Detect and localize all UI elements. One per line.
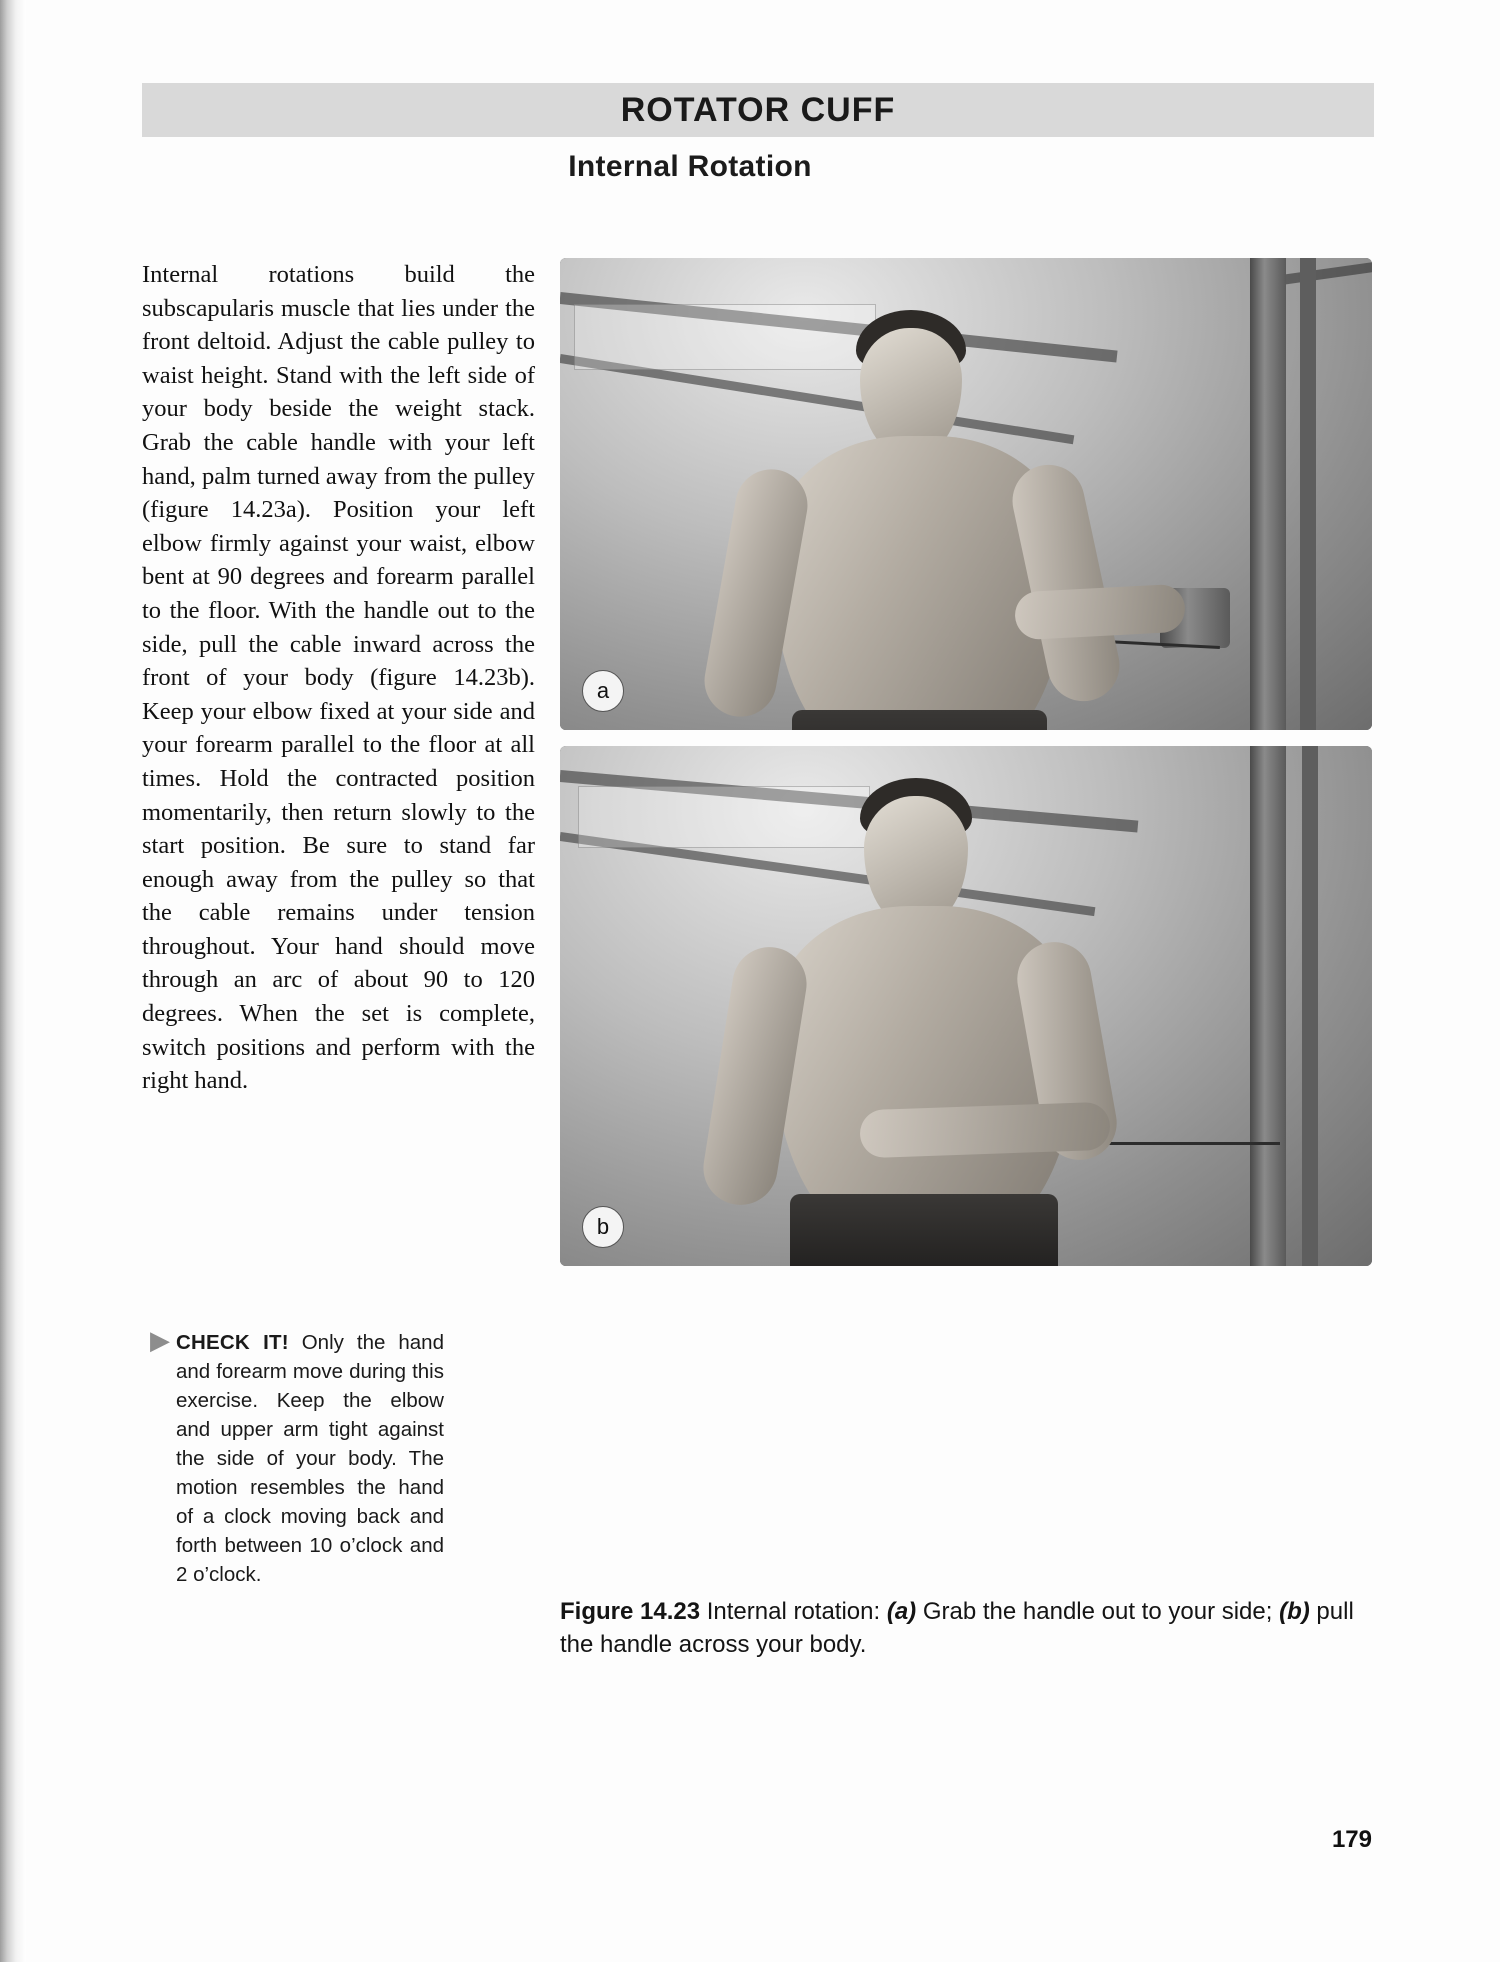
- check-it-callout: [176, 1328, 444, 1589]
- figure-part-label-b: b: [582, 1206, 624, 1248]
- body-paragraph: Internal rotations build the subscapularis muscle that lies under the front deltoid. Adjust the cable pulley to waist height. Stand with the left side of your body beside the weight stack. Grab the cable handle with your left hand, palm turned away from the pulley (figure 14.23a). Position your left elbow firmly against your waist, elbow bent at 90 degrees and forearm parallel to the floor. With the handle out to the side, pull the cable inward across the front of your body (figure 14.23b). Keep your elbow fixed at your side and your forearm parallel to the floor at all times. Hold the contracted position momentarily, then return slowly to the start position. Be sure to stand far enough away from the pulley so that the cable remains under tension throughout. Your hand should move through an arc of about 90 to 120 degrees. When the set is complete, switch positions and perform with the right hand.: [142, 261, 535, 1095]
- figure-caption-part-a-label: (a): [886, 1598, 917, 1625]
- check-it-label: CHECK IT!: [176, 1331, 289, 1354]
- figure-image-b: [560, 746, 1372, 1266]
- cable-machine-rail: [1302, 746, 1318, 1266]
- figure-caption-part-b-label: (b): [1279, 1598, 1310, 1625]
- figure-caption-lead: Internal rotation:: [706, 1598, 881, 1625]
- figure-part-label-a: a: [582, 670, 624, 712]
- athlete-shorts: [792, 710, 1047, 730]
- scan-edge: [0, 0, 16, 1962]
- wall-panel: [578, 786, 870, 848]
- figure-caption-part-a-text: Grab the handle out to your side;: [922, 1598, 1273, 1625]
- cable-machine-rail: [1300, 258, 1316, 730]
- figure-caption: [560, 1595, 1372, 1661]
- athlete-shorts: [790, 1194, 1058, 1266]
- figure-caption-part-b-text: pull the handle across your body.: [560, 1598, 1354, 1658]
- triangle-right-icon: ▶: [150, 1326, 170, 1355]
- exercise-title: Internal Rotation: [568, 150, 812, 183]
- check-it-text: Only the hand and forearm move during this exercise. Keep the elbow and upper arm tight against the side of your body. The motion resembles the hand of a clock moving back and forth between 10 o’clock and 2 o’clock.: [176, 1331, 444, 1586]
- chapter-banner: [142, 83, 1374, 137]
- athlete-left-forearm: [859, 1102, 1111, 1159]
- page-number: 179: [1331, 1826, 1372, 1853]
- wall-panel: [574, 304, 876, 370]
- figure-image-a: [560, 258, 1372, 730]
- athlete-left-forearm: [1014, 584, 1186, 641]
- cable-machine-post: [1250, 746, 1286, 1266]
- cable-machine-post: [1250, 258, 1286, 730]
- figure-number: Figure 14.23: [560, 1598, 701, 1625]
- chapter-title: ROTATOR CUFF: [620, 91, 896, 129]
- scan-edge-fade: [16, 0, 26, 1962]
